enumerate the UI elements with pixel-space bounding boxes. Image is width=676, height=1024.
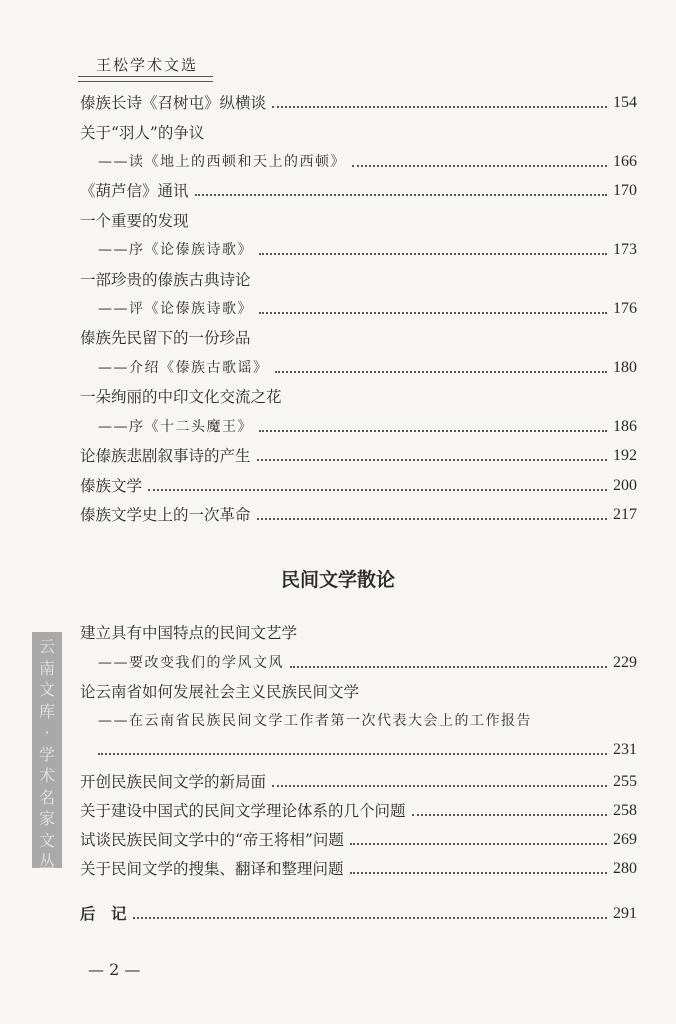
toc-entry-title: 傣族文学 [80, 477, 143, 495]
toc-entry-title: 傣族文学史上的一次革命 [80, 506, 251, 524]
toc-entry-title: 傣族先民留下的一份珍品 [80, 329, 251, 347]
toc-page-number: 180 [613, 359, 637, 376]
toc-page-number: 280 [613, 860, 637, 877]
toc-entry[interactable] [80, 475, 637, 497]
toc-entry[interactable] [80, 829, 637, 851]
toc-entry[interactable] [80, 771, 637, 793]
toc-page-number: 170 [613, 182, 637, 199]
dot-leader [133, 917, 607, 919]
toc-page-number: 173 [613, 241, 637, 258]
dot-leader [290, 666, 607, 668]
side-tab-char: 南 [38, 658, 55, 678]
dot-leader [412, 814, 607, 816]
toc-page-number: 200 [613, 477, 637, 494]
dot-leader [195, 194, 607, 196]
series-side-tab [32, 632, 62, 871]
toc-page-number: 269 [613, 831, 637, 848]
dot-leader [259, 430, 607, 432]
toc-entry[interactable] [98, 298, 637, 320]
toc-entry[interactable] [80, 180, 637, 202]
toc-entry-title: 建立具有中国特点的民间文艺学 [80, 624, 298, 642]
dot-leader [98, 753, 607, 755]
toc-page-number: 166 [613, 153, 637, 170]
toc-entry[interactable] [80, 445, 637, 467]
dot-leader [272, 106, 607, 108]
page-number: — 2 — [88, 960, 141, 979]
dot-leader [259, 312, 607, 314]
toc-entry-title: ——介绍《傣族古歌谣》 [98, 360, 269, 376]
side-tab-char: 名 [38, 787, 55, 807]
header-rule [78, 76, 213, 82]
toc-entry-title: ——要改变我们的学风文风 [98, 655, 284, 671]
toc-entry-title: ——序《论傣族诗歌》 [98, 242, 253, 258]
toc-entry-title: ——读《地上的西顿和天上的西顿》 [98, 154, 346, 170]
toc-entry-title: 一部珍贵的傣族古典诗论 [80, 271, 251, 289]
toc-entry[interactable] [80, 903, 637, 925]
toc-entry-title: ——评《论傣族诗歌》 [98, 301, 253, 317]
side-tab-char: 库 [38, 701, 55, 721]
toc-entry[interactable] [98, 239, 637, 261]
toc-entry[interactable] [80, 681, 637, 703]
toc-entry[interactable] [98, 151, 637, 173]
toc-entry[interactable] [80, 622, 637, 644]
side-tab-char: 文 [38, 680, 55, 699]
dot-leader [275, 371, 608, 373]
section-title: 民间文学散论 [280, 569, 395, 591]
toc-entry[interactable] [80, 858, 637, 880]
toc-entry-title: 试谈民族民间文学中的“帝王将相”问题 [80, 831, 344, 849]
dot-leader [350, 843, 607, 845]
toc-page-number: 258 [613, 802, 637, 819]
side-tab-char: 丛 [38, 852, 55, 871]
toc-entry[interactable] [80, 210, 637, 232]
toc-entry[interactable] [80, 800, 637, 822]
toc-entry[interactable] [80, 122, 637, 144]
toc-page-number: 291 [613, 905, 637, 922]
toc-entry[interactable] [98, 357, 637, 379]
toc-entry[interactable] [80, 269, 637, 291]
toc-page-number: 176 [613, 300, 637, 317]
toc-entry-title: 关于民间文学的搜集、翻译和整理问题 [80, 860, 344, 878]
toc-entry-title: 论傣族悲剧叙事诗的产生 [80, 447, 251, 465]
toc-entry-title: ——序《十二头魔王》 [98, 419, 253, 435]
toc-entry-title: 《葫芦信》通讯 [80, 182, 189, 200]
toc-entry-title: 一个重要的发现 [80, 212, 189, 230]
toc-page-number: 192 [613, 447, 637, 464]
toc-entry-title: 论云南省如何发展社会主义民族民间文学 [80, 683, 360, 701]
side-tab-char: 学 [38, 744, 55, 764]
dot-leader [257, 518, 607, 520]
toc-entry[interactable] [98, 416, 637, 438]
side-tab-char: 文 [38, 830, 55, 850]
toc-entry-title: 关于“羽人”的争议 [80, 124, 205, 142]
toc-page-number: 231 [613, 741, 637, 758]
toc-entry-title: 关于建设中国式的民间文学理论体系的几个问题 [80, 802, 406, 820]
toc-entry-title: 傣族长诗《召树屯》纵横谈 [80, 94, 267, 112]
toc-entry[interactable] [98, 710, 637, 732]
dot-leader [272, 785, 607, 787]
toc-entry[interactable] [80, 386, 637, 408]
dot-leader [148, 489, 607, 491]
toc-entry-title: 后 记 [80, 904, 127, 923]
toc-page-number: 154 [613, 94, 637, 111]
dot-leader [257, 459, 607, 461]
dot-leader [350, 872, 607, 874]
toc-page-number: 229 [613, 654, 637, 671]
toc-entry[interactable] [80, 92, 637, 114]
running-header: 王松学术文选 [96, 56, 199, 74]
side-tab-char: 家 [38, 809, 55, 828]
toc-entry[interactable] [80, 327, 637, 349]
toc-entry-title: 一朵绚丽的中印文化交流之花 [80, 388, 282, 406]
toc-entry[interactable] [98, 739, 637, 761]
side-tab-char: 术 [38, 766, 55, 785]
toc-entry-title: 开创民族民间文学的新局面 [80, 773, 267, 791]
dot-leader [352, 165, 607, 167]
toc-page-number: 255 [613, 773, 637, 790]
toc-page-number: 217 [613, 506, 637, 523]
toc-page-number: 186 [613, 418, 637, 435]
side-tab-char: · [44, 723, 50, 742]
dot-leader [259, 253, 607, 255]
side-tab-char: 云 [38, 637, 55, 656]
toc-entry[interactable] [98, 652, 637, 674]
toc-entry[interactable] [80, 504, 637, 526]
toc-entry-title: ——在云南省民族民间文学工作者第一次代表大会上的工作报告 [98, 713, 532, 729]
